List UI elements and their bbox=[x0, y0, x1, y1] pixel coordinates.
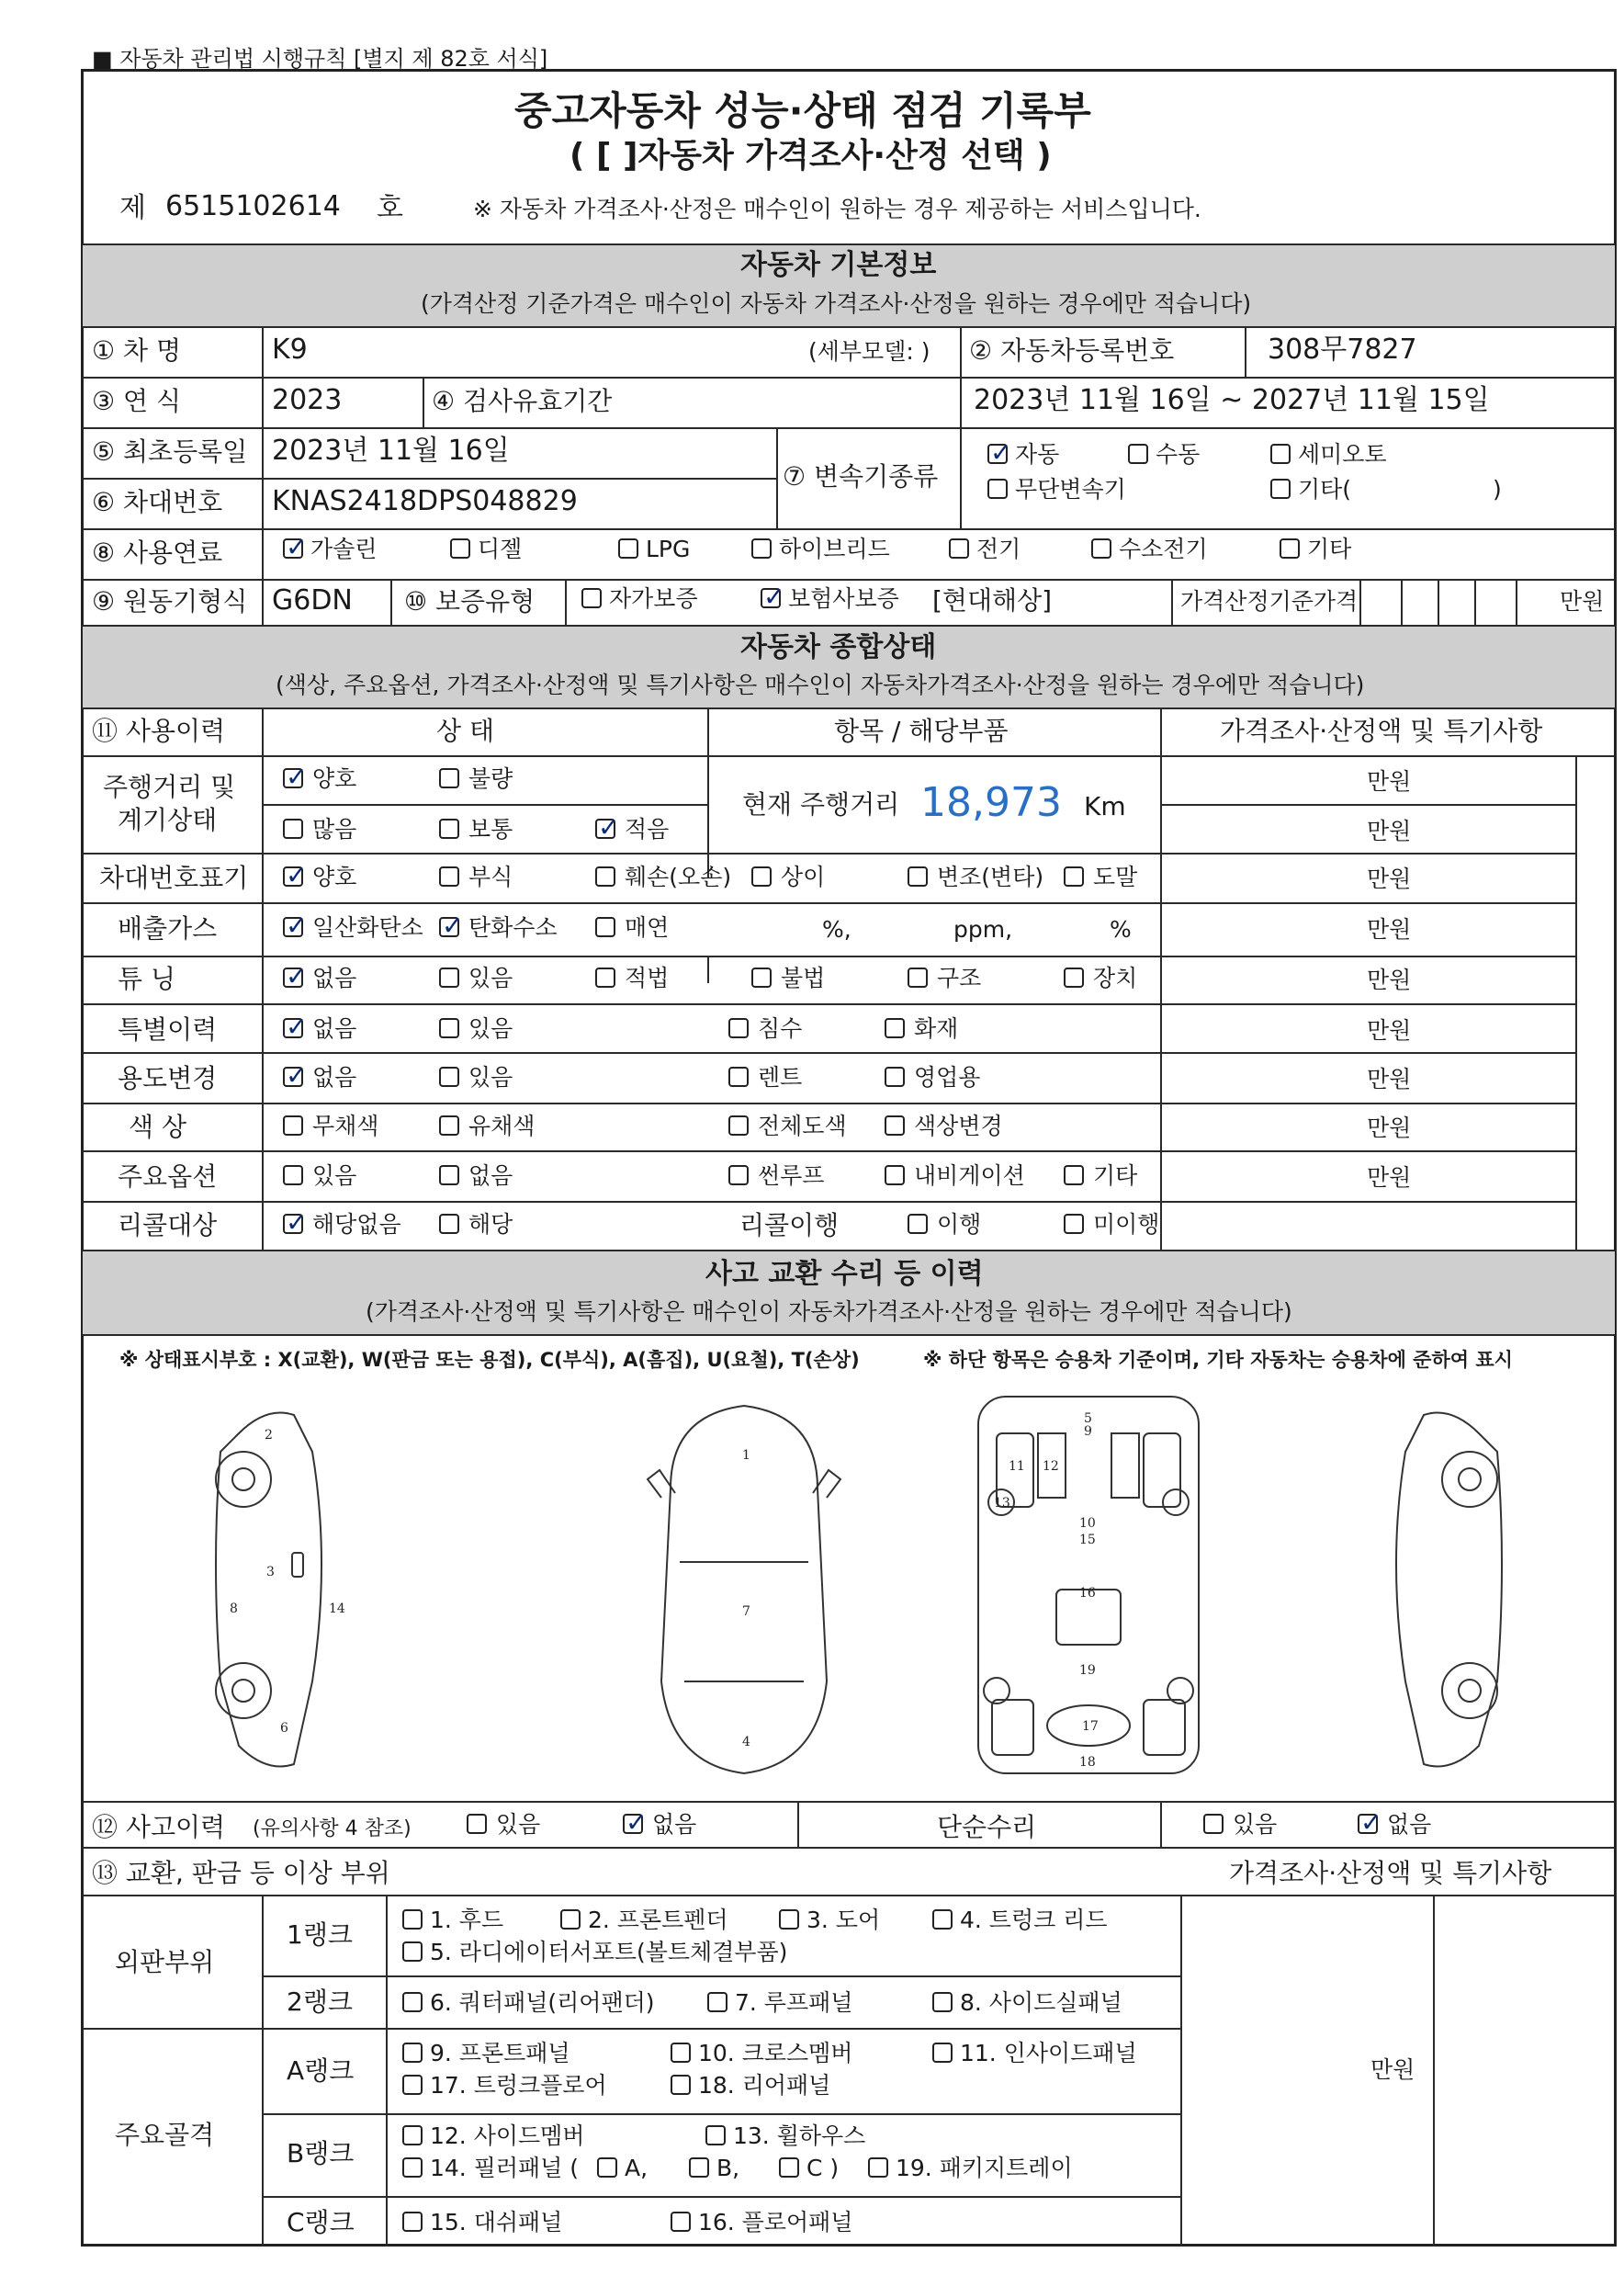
part-1-checkbox[interactable] bbox=[402, 1909, 423, 1930]
legend-codes: ※ 상태표시부호 : X(교환), W(판금 또는 용접), C(부식), A(흠집), U(요철), T(손상) bbox=[119, 1349, 860, 1371]
accident-no-checkbox[interactable] bbox=[623, 1814, 643, 1834]
part-13-checkbox[interactable] bbox=[705, 2125, 726, 2145]
frame-outline bbox=[978, 1397, 1199, 1773]
diag-num: 3 bbox=[266, 1565, 275, 1579]
simple-yes-label: 있음 bbox=[1233, 1811, 1278, 1838]
first-reg-label: ⑤ 최초등록일 bbox=[92, 436, 248, 467]
special-flood-label: 침수 bbox=[758, 1015, 803, 1042]
col-state: 상 태 bbox=[436, 716, 494, 746]
price-basis-unit: 만원 bbox=[1560, 588, 1605, 615]
part-14-label: 14. 필러패널 ( bbox=[430, 2155, 580, 2181]
option-navi-label: 내비게이션 bbox=[914, 1162, 1025, 1189]
vin-painted-label: 도말 bbox=[1093, 864, 1138, 890]
emission-smoke-checkbox[interactable] bbox=[595, 917, 615, 937]
fuel-electric-checkbox[interactable] bbox=[949, 538, 969, 559]
transmission-label: ⑦ 변속기종류 bbox=[783, 461, 939, 492]
part-15-checkbox[interactable] bbox=[402, 2212, 423, 2232]
diag-num: 11 bbox=[1009, 1459, 1025, 1474]
rankC-label: C랭크 bbox=[287, 2207, 355, 2237]
recall-yes-checkbox[interactable] bbox=[439, 1214, 459, 1234]
part-14c-checkbox[interactable] bbox=[779, 2157, 799, 2178]
parts-price-col: 가격조사·산정액 및 특기사항 bbox=[1229, 1858, 1552, 1888]
trans-manual-checkbox[interactable] bbox=[1128, 444, 1148, 464]
rankB-label: B랭크 bbox=[287, 2138, 355, 2168]
color-unit: 만원 bbox=[1367, 1115, 1412, 1141]
mileage-label: 현재 주행거리 bbox=[742, 789, 900, 820]
fuel-hybrid-label: 하이브리드 bbox=[779, 536, 890, 562]
tuning-device-label: 장치 bbox=[1093, 965, 1138, 991]
emission-co-checkbox[interactable] bbox=[283, 917, 303, 937]
vin-diff-checkbox[interactable] bbox=[751, 866, 772, 887]
tuning-unit: 만원 bbox=[1367, 967, 1412, 993]
emission-unit-hc: ppm, bbox=[953, 916, 1013, 943]
left-side-body bbox=[216, 1413, 321, 1767]
recall-done-checkbox[interactable] bbox=[908, 1214, 928, 1234]
accident-history-note: (유의사항 4 참조) bbox=[253, 1817, 412, 1840]
special-yes-label: 있음 bbox=[468, 1015, 513, 1042]
diag-num: 12 bbox=[1043, 1459, 1059, 1474]
part-14a-label: A, bbox=[625, 2155, 648, 2181]
col-item: 항목 / 해당부품 bbox=[834, 716, 1009, 746]
accident-history-label: ⑫ 사고이력 bbox=[92, 1812, 226, 1842]
color-full-paint-label: 전체도색 bbox=[758, 1113, 847, 1139]
right-front-wheel bbox=[1442, 1452, 1497, 1507]
usage-rent-checkbox[interactable] bbox=[728, 1067, 749, 1087]
part-6-label: 6. 쿼터패널(리어팬더) bbox=[430, 1989, 655, 2016]
odometer-bad-checkbox[interactable] bbox=[439, 768, 459, 788]
recall-label: 리콜대상 bbox=[118, 1210, 218, 1240]
status-title: 자동차 종합상태 bbox=[740, 631, 937, 663]
tuning-yes-label: 있음 bbox=[468, 965, 513, 991]
diag-num: 4 bbox=[742, 1735, 750, 1749]
color-chromatic-checkbox[interactable] bbox=[439, 1115, 459, 1136]
part-6-checkbox[interactable] bbox=[402, 1992, 423, 2012]
vin-unit: 만원 bbox=[1367, 866, 1412, 892]
trans-other-checkbox[interactable] bbox=[1270, 479, 1291, 499]
mileage-normal-label: 보통 bbox=[468, 816, 513, 843]
part-11-label: 11. 인사이드패널 bbox=[960, 2040, 1137, 2066]
vin-damage-checkbox[interactable] bbox=[595, 866, 615, 887]
accident-title: 사고 교환 수리 등 이력 bbox=[705, 1258, 984, 1290]
special-none-label: 없음 bbox=[312, 1015, 357, 1042]
mileage-value: 18,973 bbox=[920, 779, 1062, 826]
emission-unit: 만원 bbox=[1367, 916, 1412, 943]
status-note: (색상, 주요옵션, 가격조사·산정액 및 특기사항은 매수인이 자동차가격조사·산정을 원하는 경우에만 적습니다) bbox=[276, 672, 1365, 698]
car-name: K9 bbox=[272, 334, 308, 366]
basic-note: (가격산정 기준가격은 매수인이 자동차 가격조사·산정을 원하는 경우에만 적습니다) bbox=[421, 290, 1252, 317]
part-18-checkbox[interactable] bbox=[671, 2075, 691, 2095]
color-full-paint-checkbox[interactable] bbox=[728, 1115, 749, 1136]
simple-yes-checkbox[interactable] bbox=[1203, 1814, 1224, 1834]
accident-yes-checkbox[interactable] bbox=[467, 1814, 487, 1834]
fuel-gasoline-label: 가솔린 bbox=[310, 536, 378, 562]
vin-mark-label: 차대번호표기 bbox=[99, 863, 249, 893]
color-change-label: 색상변경 bbox=[914, 1113, 1003, 1139]
tuning-structure-label: 구조 bbox=[937, 965, 982, 991]
trans-auto-checkbox[interactable] bbox=[987, 444, 1008, 464]
recall-yes-label: 해당 bbox=[468, 1211, 513, 1238]
part-19-checkbox[interactable] bbox=[868, 2157, 888, 2178]
part-14a-checkbox[interactable] bbox=[597, 2157, 617, 2178]
reg-number-label: ② 자동차등록번호 bbox=[969, 335, 1175, 366]
diag-num: 13 bbox=[994, 1496, 1010, 1511]
number-suffix: 호 bbox=[377, 192, 403, 224]
emission-unit-co: %, bbox=[822, 916, 851, 943]
recall-na-checkbox[interactable] bbox=[283, 1214, 303, 1234]
recall-done-label: 리콜이행 bbox=[739, 1210, 840, 1240]
part-9-checkbox[interactable] bbox=[402, 2043, 423, 2063]
inspect-period: 2023년 11월 16일 ~ 2027년 11월 15일 bbox=[974, 384, 1490, 416]
vin-number: KNAS2418DPS048829 bbox=[272, 485, 578, 517]
tuning-legal-label: 적법 bbox=[625, 965, 670, 991]
mileage-few-label: 적음 bbox=[625, 816, 670, 843]
fuel-other-label: 기타 bbox=[1307, 536, 1352, 562]
price-basis-label: 가격산정기준가격 bbox=[1180, 588, 1359, 615]
warranty-company: [현대해상] bbox=[932, 585, 1053, 616]
trans-other-close: ) bbox=[1493, 476, 1502, 503]
accident-note: (가격조사·산정액 및 특기사항은 매수인이 자동차가격조사·산정을 원하는 경우에만 적습니다) bbox=[366, 1298, 1292, 1325]
part-11-checkbox[interactable] bbox=[932, 2043, 953, 2063]
diag-num: 16 bbox=[1079, 1586, 1096, 1601]
part-16-checkbox[interactable] bbox=[671, 2212, 691, 2232]
special-flood-checkbox[interactable] bbox=[728, 1018, 749, 1038]
option-label: 주요옵션 bbox=[118, 1161, 218, 1192]
vin-damage-label: 훼손(오손) bbox=[625, 864, 732, 890]
model-year: 2023 bbox=[272, 384, 343, 416]
car-name-label: ① 차 명 bbox=[92, 335, 181, 366]
part-2-label: 2. 프론트펜더 bbox=[588, 1907, 728, 1933]
trans-semi-checkbox[interactable] bbox=[1270, 444, 1291, 464]
diag-num: 9 bbox=[1084, 1424, 1092, 1439]
col-history: ⑪ 사용이력 bbox=[92, 716, 226, 746]
vin-diff-label: 상이 bbox=[781, 864, 826, 890]
trans-semi-label: 세미오토 bbox=[1298, 441, 1387, 468]
recall-notdone-checkbox[interactable] bbox=[1064, 1214, 1084, 1234]
recall-na-label: 해당없음 bbox=[312, 1211, 401, 1238]
fuel-hydrogen-label: 수소전기 bbox=[1119, 536, 1208, 562]
diag-num: 17 bbox=[1082, 1719, 1099, 1734]
service-note: ※ 자동차 가격조사·산정은 매수인이 원하는 경우 제공하는 서비스입니다. bbox=[473, 196, 1201, 222]
special-none-checkbox[interactable] bbox=[283, 1018, 303, 1038]
diag-num: 8 bbox=[230, 1602, 238, 1616]
odometer-label-1: 주행거리 및 bbox=[103, 772, 236, 802]
emission-unit-smoke: % bbox=[1110, 916, 1132, 943]
usage-business-label: 영업용 bbox=[914, 1064, 981, 1091]
tuning-illegal-label: 불법 bbox=[781, 965, 826, 991]
col-price: 가격조사·산정액 및 특기사항 bbox=[1220, 716, 1543, 746]
part-13-label: 13. 휠하우스 bbox=[733, 2122, 866, 2149]
vin-altered-checkbox[interactable] bbox=[908, 866, 928, 887]
part-14c-label: C ) bbox=[806, 2155, 840, 2181]
rank2-label: 2랭크 bbox=[287, 1986, 353, 2017]
part-8-checkbox[interactable] bbox=[932, 1992, 953, 2012]
diag-num: 2 bbox=[265, 1428, 273, 1443]
simple-repair-label: 단순수리 bbox=[937, 1812, 1037, 1842]
part-15-label: 15. 대쉬패널 bbox=[430, 2209, 563, 2235]
tuning-device-checkbox[interactable] bbox=[1064, 968, 1084, 988]
part-12-checkbox[interactable] bbox=[402, 2125, 423, 2145]
usage-none-label: 없음 bbox=[312, 1064, 357, 1091]
mileage-few-checkbox[interactable] bbox=[595, 819, 615, 839]
left-front-wheel bbox=[216, 1452, 271, 1507]
diag-num: 1 bbox=[742, 1448, 750, 1463]
warranty-ins-checkbox[interactable] bbox=[761, 588, 781, 608]
vin-rust-checkbox[interactable] bbox=[439, 866, 459, 887]
part-14b-label: B, bbox=[716, 2155, 740, 2181]
recall-done-no-label: 미이행 bbox=[1093, 1211, 1160, 1238]
emission-hc-checkbox[interactable] bbox=[439, 917, 459, 937]
parts-label: ⑬ 교환, 판금 등 이상 부위 bbox=[92, 1858, 390, 1888]
option-unit: 만원 bbox=[1367, 1164, 1412, 1191]
fuel-gasoline-checkbox[interactable] bbox=[283, 538, 303, 559]
part-19-label: 19. 패키지트레이 bbox=[896, 2155, 1073, 2181]
fuel-other-checkbox[interactable] bbox=[1280, 538, 1300, 559]
part-3-checkbox[interactable] bbox=[779, 1909, 799, 1930]
rankA-label: A랭크 bbox=[287, 2055, 355, 2086]
diag-num: 10 bbox=[1079, 1516, 1096, 1531]
regulation-note: ■ 자동차 관리법 시행규칙 [별지 제 82호 서식] bbox=[92, 46, 548, 72]
year-label: ③ 연 식 bbox=[92, 386, 181, 416]
car-diagram bbox=[83, 1378, 1615, 1801]
vin-rust-label: 부식 bbox=[468, 864, 513, 890]
tuning-none-label: 없음 bbox=[312, 965, 357, 991]
part-10-checkbox[interactable] bbox=[671, 2043, 691, 2063]
part-7-label: 7. 루프패널 bbox=[735, 1989, 853, 2016]
emission-label: 배출가스 bbox=[118, 913, 218, 944]
diag-num: 6 bbox=[280, 1721, 288, 1736]
part-2-checkbox[interactable] bbox=[560, 1909, 581, 1930]
tuning-yes-checkbox[interactable] bbox=[439, 968, 459, 988]
vin-altered-label: 변조(변타) bbox=[937, 864, 1044, 890]
part-12-label: 12. 사이드멤버 bbox=[430, 2122, 585, 2149]
emission-hc-label: 탄화수소 bbox=[468, 914, 558, 941]
part-18-label: 18. 리어패널 bbox=[698, 2072, 831, 2099]
color-change-checkbox[interactable] bbox=[885, 1115, 905, 1136]
option-other-label: 기타 bbox=[1093, 1162, 1138, 1189]
rank1-label: 1랭크 bbox=[287, 1919, 353, 1950]
option-navi-checkbox[interactable] bbox=[885, 1165, 905, 1185]
frame-label: 주요골격 bbox=[115, 2120, 215, 2150]
reg-number: 308무7827 bbox=[1268, 334, 1417, 366]
usage-none-checkbox[interactable] bbox=[283, 1067, 303, 1087]
outer-panel-label: 외판부위 bbox=[115, 1947, 215, 1977]
option-no-checkbox[interactable] bbox=[439, 1165, 459, 1185]
accident-yes-label: 있음 bbox=[496, 1811, 541, 1838]
odometer-good-checkbox[interactable] bbox=[283, 768, 303, 788]
part-1-label: 1. 후드 bbox=[430, 1907, 504, 1933]
tuning-label: 튜 닝 bbox=[118, 964, 175, 994]
diag-num: 15 bbox=[1079, 1533, 1096, 1547]
odometer-label-2: 계기상태 bbox=[118, 805, 218, 835]
part-16-label: 16. 플로어패널 bbox=[698, 2209, 853, 2235]
color-achromatic-label: 무채색 bbox=[312, 1113, 379, 1139]
mileage-unit: Km bbox=[1084, 791, 1126, 821]
part-4-label: 4. 트렁크 리드 bbox=[960, 1907, 1108, 1933]
engine-label: ⑨ 원동기형식 bbox=[92, 586, 248, 617]
part-14b-checkbox[interactable] bbox=[689, 2157, 709, 2178]
form-subtitle: ( [ ]자동차 가격조사·산정 선택 ) bbox=[570, 137, 1052, 175]
part-7-checkbox[interactable] bbox=[707, 1992, 727, 2012]
detail-model: (세부모델: ) bbox=[808, 338, 930, 365]
special-yes-checkbox[interactable] bbox=[439, 1018, 459, 1038]
odometer-unit-2: 만원 bbox=[1367, 818, 1412, 844]
left-rear-wheel bbox=[216, 1663, 271, 1718]
odometer-bad-label: 불량 bbox=[468, 765, 513, 792]
warranty-self-checkbox[interactable] bbox=[581, 588, 602, 608]
vin-good-checkbox[interactable] bbox=[283, 866, 303, 887]
tuning-structure-checkbox[interactable] bbox=[908, 968, 928, 988]
part-17-label: 17. 트렁크플로어 bbox=[430, 2072, 607, 2099]
diag-num: 18 bbox=[1079, 1755, 1096, 1770]
special-fire-label: 화재 bbox=[914, 1015, 959, 1042]
part-17-checkbox[interactable] bbox=[402, 2075, 423, 2095]
mileage-many-label: 많음 bbox=[312, 816, 357, 843]
engine-type: G6DN bbox=[272, 584, 353, 617]
color-label: 색 상 bbox=[129, 1112, 186, 1142]
special-label: 특별이력 bbox=[118, 1014, 218, 1045]
option-yes-checkbox[interactable] bbox=[283, 1165, 303, 1185]
tuning-illegal-checkbox[interactable] bbox=[751, 968, 772, 988]
fuel-electric-label: 전기 bbox=[976, 536, 1021, 562]
warranty-ins-label: 보험사보증 bbox=[788, 585, 899, 612]
inspect-label: ④ 검사유효기간 bbox=[432, 386, 613, 416]
fuel-hybrid-checkbox[interactable] bbox=[751, 538, 772, 559]
trans-cvt-label: 무단변속기 bbox=[1015, 476, 1126, 503]
diag-num: 14 bbox=[329, 1602, 345, 1616]
part-9-label: 9. 프론트패널 bbox=[430, 2040, 570, 2066]
usage-label: 용도변경 bbox=[118, 1063, 218, 1093]
usage-yes-checkbox[interactable] bbox=[439, 1067, 459, 1087]
tuning-legal-checkbox[interactable] bbox=[595, 968, 615, 988]
color-achromatic-checkbox[interactable] bbox=[283, 1115, 303, 1136]
fuel-hydrogen-checkbox[interactable] bbox=[1091, 538, 1111, 559]
diag-num: 5 bbox=[1084, 1411, 1092, 1426]
odometer-good-label: 양호 bbox=[312, 765, 357, 792]
diag-num: 19 bbox=[1079, 1663, 1096, 1678]
vin-good-label: 양호 bbox=[312, 864, 357, 890]
diag-num: 7 bbox=[742, 1604, 750, 1619]
usage-yes-label: 있음 bbox=[468, 1064, 513, 1091]
basic-title: 자동차 기본정보 bbox=[740, 249, 937, 281]
warranty-label: ⑩ 보증유형 bbox=[404, 586, 536, 617]
trans-cvt-checkbox[interactable] bbox=[987, 479, 1008, 499]
parts-unit: 만원 bbox=[1370, 2056, 1415, 2083]
warranty-self-label: 자가보증 bbox=[609, 585, 698, 612]
fuel-lpg-checkbox[interactable] bbox=[618, 538, 638, 559]
form-title: 중고자동차 성능·상태 점검 기록부 bbox=[514, 88, 1091, 133]
accident-no-label: 없음 bbox=[652, 1811, 697, 1838]
special-unit: 만원 bbox=[1367, 1017, 1412, 1044]
legend-note: ※ 하단 항목은 승용차 기준이며, 기타 자동차는 승용차에 준하여 표시 bbox=[923, 1349, 1513, 1371]
option-other-checkbox[interactable] bbox=[1064, 1165, 1084, 1185]
part-5-checkbox[interactable] bbox=[402, 1941, 423, 1962]
part-14-checkbox[interactable] bbox=[402, 2157, 423, 2178]
emission-co-label: 일산화탄소 bbox=[312, 914, 423, 941]
recall-done-yes-label: 이행 bbox=[937, 1211, 982, 1238]
simple-no-checkbox[interactable] bbox=[1358, 1814, 1378, 1834]
fuel-lpg-label: LPG bbox=[646, 536, 691, 562]
mileage-many-checkbox[interactable] bbox=[283, 819, 303, 839]
part-4-checkbox[interactable] bbox=[932, 1909, 953, 1930]
usage-unit: 만원 bbox=[1367, 1066, 1412, 1092]
fuel-diesel-checkbox[interactable] bbox=[450, 538, 470, 559]
option-sunroof-label: 썬루프 bbox=[758, 1162, 825, 1189]
number-label: 제 bbox=[119, 192, 146, 224]
mileage-normal-checkbox[interactable] bbox=[439, 819, 459, 839]
vin-label: ⑥ 차대번호 bbox=[92, 487, 223, 517]
part-5-label: 5. 라디에이터서포트(볼트체결부품) bbox=[430, 1939, 788, 1965]
form-number: 6515102614 bbox=[165, 190, 341, 222]
tuning-none-checkbox[interactable] bbox=[283, 968, 303, 988]
usage-business-checkbox[interactable] bbox=[885, 1067, 905, 1087]
part-10-label: 10. 크로스멤버 bbox=[698, 2040, 853, 2066]
fuel-label: ⑧ 사용연료 bbox=[92, 538, 223, 568]
part-8-label: 8. 사이드실패널 bbox=[960, 1989, 1122, 2016]
color-chromatic-label: 유채색 bbox=[468, 1113, 536, 1139]
odometer-unit-1: 만원 bbox=[1367, 768, 1412, 795]
first-reg-date: 2023년 11월 16일 bbox=[272, 435, 510, 467]
usage-rent-label: 렌트 bbox=[758, 1064, 803, 1091]
part-3-label: 3. 도어 bbox=[806, 1907, 881, 1933]
option-yes-label: 있음 bbox=[312, 1162, 357, 1189]
trans-other-label: 기타( bbox=[1298, 476, 1352, 503]
trans-auto-label: 자동 bbox=[1015, 441, 1060, 468]
option-sunroof-checkbox[interactable] bbox=[728, 1165, 749, 1185]
option-no-label: 없음 bbox=[468, 1162, 513, 1189]
special-fire-checkbox[interactable] bbox=[885, 1018, 905, 1038]
trans-manual-label: 수동 bbox=[1156, 441, 1201, 468]
fuel-diesel-label: 디젤 bbox=[478, 536, 523, 562]
right-rear-wheel bbox=[1442, 1663, 1497, 1718]
simple-no-label: 없음 bbox=[1387, 1811, 1432, 1838]
vin-painted-checkbox[interactable] bbox=[1064, 866, 1084, 887]
emission-smoke-label: 매연 bbox=[625, 914, 670, 941]
